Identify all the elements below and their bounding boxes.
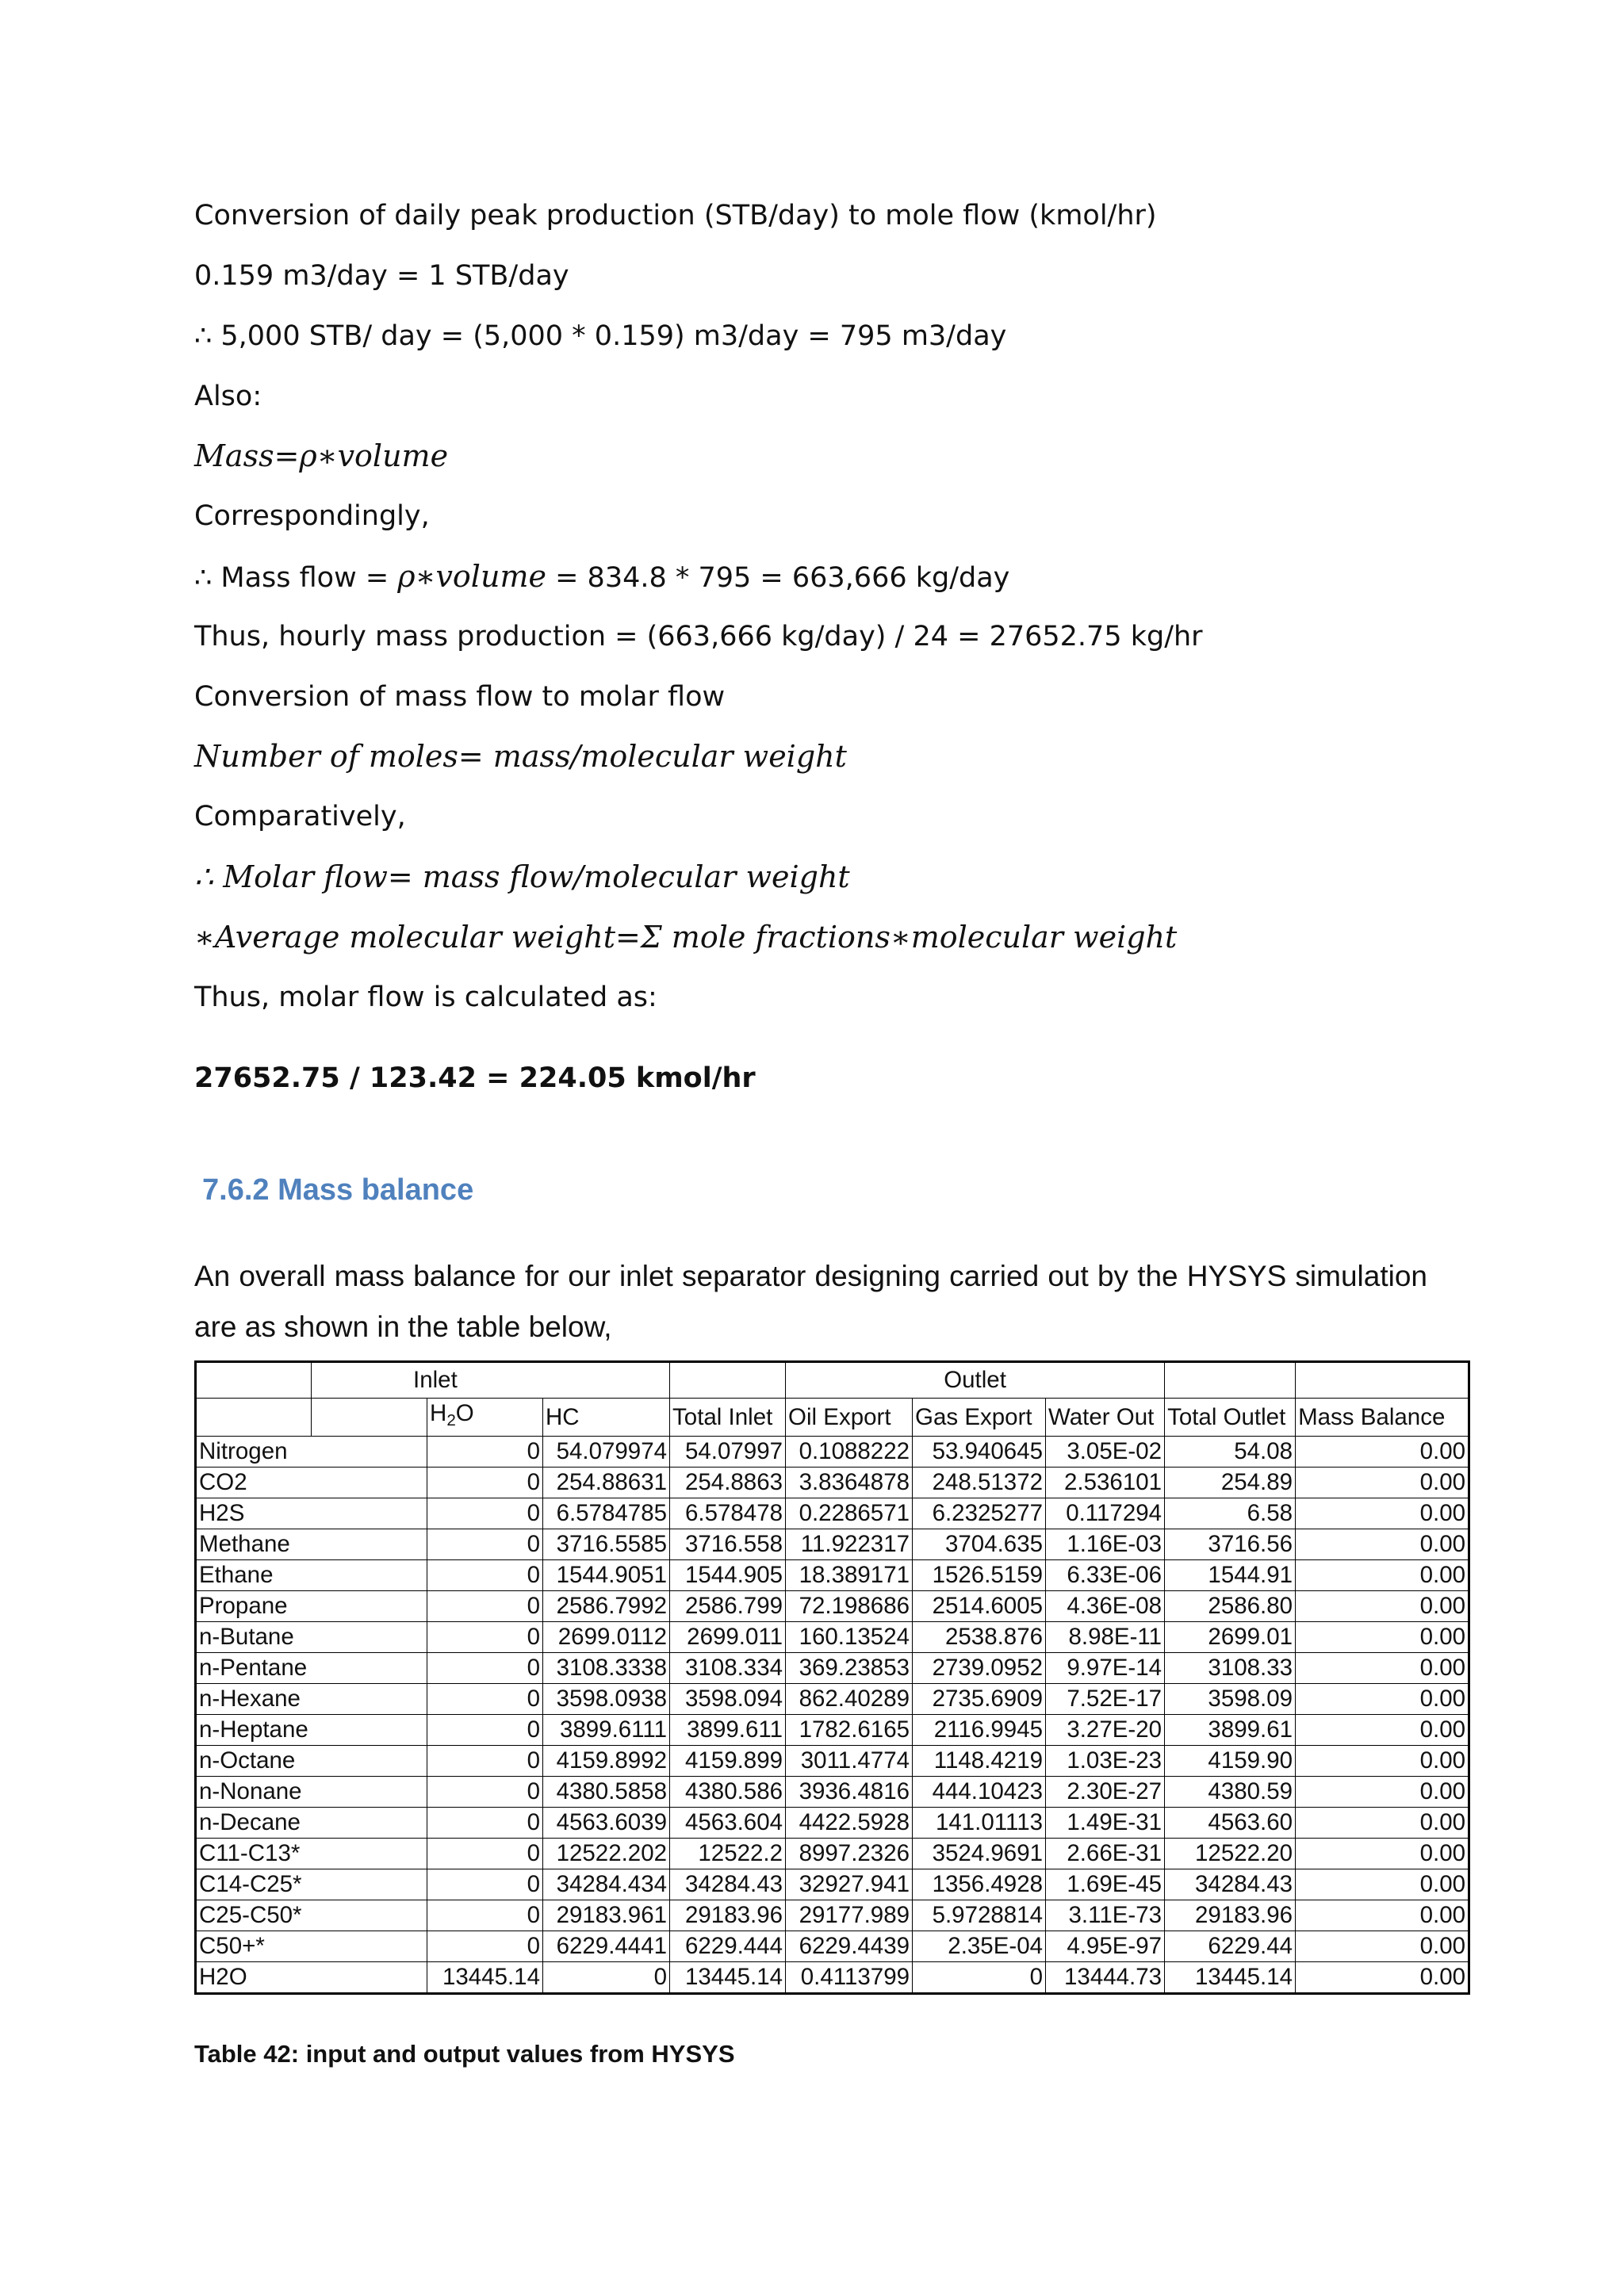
line-also: Also:: [194, 381, 262, 412]
component-name: H2S: [196, 1498, 427, 1529]
mass-balance-table: [194, 1360, 1470, 1995]
oil-export-value: 6229.4439: [786, 1931, 913, 1962]
h2o-value: 0: [427, 1498, 543, 1529]
mass-balance-value: 0.00: [1296, 1777, 1469, 1808]
h2o-value: 0: [427, 1591, 543, 1622]
h2o-value: 0: [427, 1437, 543, 1468]
water-out-value: 3.27E-20: [1046, 1715, 1165, 1746]
table-row: [196, 1900, 1469, 1931]
total-inlet-value: 29183.96: [670, 1900, 786, 1931]
gas-export-value: 0: [913, 1962, 1046, 1994]
line-conversion-title: Conversion of daily peak production (STB/day) to mole flow (kmol/hr): [194, 200, 1157, 232]
total-inlet-value: 4380.586: [670, 1777, 786, 1808]
water-out-value: 9.97E-14: [1046, 1653, 1165, 1684]
section-paragraph: An overall mass balance for our inlet separator designing carried out by the HYSYS simulation are as shown in the table below,: [194, 1260, 1427, 1343]
table-caption: Table 42: input and output values from HYSYS: [194, 2040, 735, 2068]
header-gas-export: Gas Export: [913, 1399, 1046, 1437]
hc-value: 6.5784785: [543, 1498, 670, 1529]
table-row: [196, 1869, 1469, 1900]
total-inlet-value: 3598.094: [670, 1684, 786, 1715]
h2o-value: 0: [427, 1560, 543, 1591]
h2o-value: 0: [427, 1746, 543, 1777]
total-inlet-value: 2586.799: [670, 1591, 786, 1622]
table-header-blank: [196, 1399, 312, 1437]
h2o-value: 0: [427, 1715, 543, 1746]
total-outlet-value: 3716.56: [1165, 1529, 1296, 1560]
header-mass-balance: Mass Balance: [1296, 1399, 1469, 1437]
water-out-value: 1.16E-03: [1046, 1529, 1165, 1560]
oil-export-value: 369.23853: [786, 1653, 913, 1684]
hc-value: 34284.434: [543, 1869, 670, 1900]
mass-balance-value: 0.00: [1296, 1962, 1469, 1994]
total-outlet-value: 4380.59: [1165, 1777, 1296, 1808]
component-name: n-Pentane: [196, 1653, 427, 1684]
table-row: [196, 1962, 1469, 1994]
line-molar-flow-calc: Thus, molar flow is calculated as:: [194, 982, 657, 1013]
mass-balance-value: 0.00: [1296, 1900, 1469, 1931]
gas-export-value: 2.35E-04: [913, 1931, 1046, 1962]
h2o-value: 0: [427, 1869, 543, 1900]
oil-export-value: 8997.2326: [786, 1839, 913, 1869]
gas-export-value: 3704.635: [913, 1529, 1046, 1560]
water-out-value: 2.536101: [1046, 1468, 1165, 1498]
total-inlet-value: 6229.444: [670, 1931, 786, 1962]
gas-export-value: 1148.4219: [913, 1746, 1046, 1777]
gas-export-value: 3524.9691: [913, 1839, 1046, 1869]
water-out-value: 2.30E-27: [1046, 1777, 1165, 1808]
gas-export-value: 141.01113: [913, 1808, 1046, 1839]
total-outlet-value: 4159.90: [1165, 1746, 1296, 1777]
hc-value: 3899.6111: [543, 1715, 670, 1746]
oil-export-value: 11.922317: [786, 1529, 913, 1560]
line-mass-flow: [194, 559, 1009, 595]
oil-export-value: 29177.989: [786, 1900, 913, 1931]
hc-value: 4563.6039: [543, 1808, 670, 1839]
table-row: [196, 1498, 1469, 1529]
gas-export-value: 1526.5159: [913, 1560, 1046, 1591]
gas-export-value: 2538.876: [913, 1622, 1046, 1653]
header-hc: HC: [543, 1399, 670, 1437]
total-inlet-value: 34284.43: [670, 1869, 786, 1900]
mass-flow-suffix: = 834.8 * 795 = 663,666 kg/day: [546, 562, 1010, 594]
hc-value: 2699.0112: [543, 1622, 670, 1653]
table-row: [196, 1591, 1469, 1622]
mass-balance-value: 0.00: [1296, 1808, 1469, 1839]
water-out-value: 6.33E-06: [1046, 1560, 1165, 1591]
mass-balance-value: 0.00: [1296, 1560, 1469, 1591]
table-row: [196, 1468, 1469, 1498]
gas-export-value: 2739.0952: [913, 1653, 1046, 1684]
total-outlet-value: 4563.60: [1165, 1808, 1296, 1839]
table-row: [196, 1777, 1469, 1808]
total-inlet-value: 3716.558: [670, 1529, 786, 1560]
total-outlet-value: 54.08: [1165, 1437, 1296, 1468]
h2o-value: 0: [427, 1468, 543, 1498]
component-name: n-Hexane: [196, 1684, 427, 1715]
total-outlet-value: 254.89: [1165, 1468, 1296, 1498]
table-header-blank: [1165, 1362, 1296, 1399]
gas-export-value: 2735.6909: [913, 1684, 1046, 1715]
total-inlet-value: 254.8863: [670, 1468, 786, 1498]
total-inlet-value: 54.07997: [670, 1437, 786, 1468]
mass-balance-value: 0.00: [1296, 1684, 1469, 1715]
mass-balance-value: 0.00: [1296, 1437, 1469, 1468]
component-name: C25-C50*: [196, 1900, 427, 1931]
gas-export-value: 444.10423: [913, 1777, 1046, 1808]
h2o-value: 0: [427, 1622, 543, 1653]
gas-export-value: 248.51372: [913, 1468, 1046, 1498]
component-name: n-Butane: [196, 1622, 427, 1653]
total-outlet-value: 2586.80: [1165, 1591, 1296, 1622]
table-row: [196, 1839, 1469, 1869]
mass-balance-value: 0.00: [1296, 1931, 1469, 1962]
table-row: [196, 1931, 1469, 1962]
hc-value: 4159.8992: [543, 1746, 670, 1777]
water-out-value: 1.69E-45: [1046, 1869, 1165, 1900]
gas-export-value: 5.9728814: [913, 1900, 1046, 1931]
component-name: CO2: [196, 1468, 427, 1498]
equation-molar-flow: ∴ Molar flow= mass flow/molecular weight: [194, 859, 850, 894]
component-name: C11-C13*: [196, 1839, 427, 1869]
h2o-value: 0: [427, 1777, 543, 1808]
hc-value: 6229.4441: [543, 1931, 670, 1962]
header-h2o-main: H: [430, 1400, 447, 1426]
header-h2o: [427, 1399, 543, 1437]
total-outlet-value: 12522.20: [1165, 1839, 1296, 1869]
line-daily-volume: ∴ 5,000 STB/ day = (5,000 * 0.159) m3/day = 795 m3/day: [194, 320, 1007, 352]
water-out-value: 7.52E-17: [1046, 1684, 1165, 1715]
oil-export-value: 3936.4816: [786, 1777, 913, 1808]
header-water-out: Water Out: [1046, 1399, 1165, 1437]
h2o-value: 0: [427, 1839, 543, 1869]
total-outlet-value: 6229.44: [1165, 1931, 1296, 1962]
line-hourly-mass: Thus, hourly mass production = (663,666 kg/day) / 24 = 27652.75 kg/hr: [194, 621, 1203, 652]
total-inlet-value: 1544.905: [670, 1560, 786, 1591]
water-out-value: 13444.73: [1046, 1962, 1165, 1994]
table-header-blank: [670, 1362, 786, 1399]
mass-flow-prefix: ∴ Mass flow =: [194, 562, 398, 594]
hc-value: 29183.961: [543, 1900, 670, 1931]
oil-export-value: 1782.6165: [786, 1715, 913, 1746]
table-row: [196, 1653, 1469, 1684]
oil-export-value: 862.40289: [786, 1684, 913, 1715]
water-out-value: 3.05E-02: [1046, 1437, 1165, 1468]
hc-value: 0: [543, 1962, 670, 1994]
header-oil-export: Oil Export: [786, 1399, 913, 1437]
oil-export-value: 3011.4774: [786, 1746, 913, 1777]
mass-balance-value: 0.00: [1296, 1869, 1469, 1900]
mass-balance-value: 0.00: [1296, 1746, 1469, 1777]
total-outlet-value: 3598.09: [1165, 1684, 1296, 1715]
total-outlet-value: 34284.43: [1165, 1869, 1296, 1900]
table-row: [196, 1529, 1469, 1560]
component-name: Ethane: [196, 1560, 427, 1591]
component-name: n-Decane: [196, 1808, 427, 1839]
oil-export-value: 0.4113799: [786, 1962, 913, 1994]
oil-export-value: 4422.5928: [786, 1808, 913, 1839]
header-inlet: Inlet: [312, 1362, 670, 1399]
component-name: H2O: [196, 1962, 427, 1994]
water-out-value: 2.66E-31: [1046, 1839, 1165, 1869]
gas-export-value: 2514.6005: [913, 1591, 1046, 1622]
component-name: C50+*: [196, 1931, 427, 1962]
table-group-header-row: [196, 1362, 1469, 1399]
line-result: 27652.75 / 123.42 = 224.05 kmol/hr: [194, 1062, 756, 1094]
header-outlet: Outlet: [786, 1362, 1165, 1399]
hc-value: 3598.0938: [543, 1684, 670, 1715]
table-row: [196, 1715, 1469, 1746]
water-out-value: 4.95E-97: [1046, 1931, 1165, 1962]
total-inlet-value: 2699.011: [670, 1622, 786, 1653]
line-mass-to-molar: Conversion of mass flow to molar flow: [194, 681, 726, 713]
h2o-value: 0: [427, 1529, 543, 1560]
table-row: [196, 1808, 1469, 1839]
h2o-value: 0: [427, 1900, 543, 1931]
total-inlet-value: 4563.604: [670, 1808, 786, 1839]
table-header-blank: [1296, 1362, 1469, 1399]
component-name: Propane: [196, 1591, 427, 1622]
component-name: n-Nonane: [196, 1777, 427, 1808]
h2o-value: 0: [427, 1684, 543, 1715]
oil-export-value: 0.1088222: [786, 1437, 913, 1468]
hc-value: 4380.5858: [543, 1777, 670, 1808]
component-name: n-Octane: [196, 1746, 427, 1777]
oil-export-value: 3.8364878: [786, 1468, 913, 1498]
line-stb-definition: 0.159 m3/day = 1 STB/day: [194, 260, 569, 292]
mass-balance-value: 0.00: [1296, 1498, 1469, 1529]
gas-export-value: 53.940645: [913, 1437, 1046, 1468]
mass-balance-value: 0.00: [1296, 1622, 1469, 1653]
water-out-value: 8.98E-11: [1046, 1622, 1165, 1653]
component-name: Nitrogen: [196, 1437, 427, 1468]
gas-export-value: 6.2325277: [913, 1498, 1046, 1529]
header-h2o-end: O: [455, 1400, 474, 1426]
total-outlet-value: 29183.96: [1165, 1900, 1296, 1931]
table-column-header-row: [196, 1399, 1469, 1437]
oil-export-value: 160.13524: [786, 1622, 913, 1653]
total-inlet-value: 3108.334: [670, 1653, 786, 1684]
line-comparatively: Comparatively,: [194, 801, 406, 832]
total-outlet-value: 3899.61: [1165, 1715, 1296, 1746]
component-name: C14-C25*: [196, 1869, 427, 1900]
equation-moles: Number of moles= mass/molecular weight: [194, 739, 847, 774]
hc-value: 54.079974: [543, 1437, 670, 1468]
mass-balance-value: 0.00: [1296, 1591, 1469, 1622]
hc-value: 3108.3338: [543, 1653, 670, 1684]
equation-mass: Mass=ρ∗volume: [194, 438, 449, 473]
line-correspondingly: Correspondingly,: [194, 500, 430, 532]
component-name: Methane: [196, 1529, 427, 1560]
table-row: [196, 1684, 1469, 1715]
gas-export-value: 1356.4928: [913, 1869, 1046, 1900]
mass-balance-value: 0.00: [1296, 1468, 1469, 1498]
hc-value: 12522.202: [543, 1839, 670, 1869]
total-outlet-value: 13445.14: [1165, 1962, 1296, 1994]
component-name: n-Heptane: [196, 1715, 427, 1746]
header-total-outlet: Total Outlet: [1165, 1399, 1296, 1437]
oil-export-value: 18.389171: [786, 1560, 913, 1591]
mass-balance-value: 0.00: [1296, 1529, 1469, 1560]
total-inlet-value: 12522.2: [670, 1839, 786, 1869]
table-header-blank: [312, 1399, 427, 1437]
equation-avg-mw: ∗Average molecular weight=Σ mole fractions∗molecular weight: [194, 920, 1178, 955]
total-outlet-value: 2699.01: [1165, 1622, 1296, 1653]
mass-balance-value: 0.00: [1296, 1715, 1469, 1746]
total-inlet-value: 4159.899: [670, 1746, 786, 1777]
water-out-value: 1.03E-23: [1046, 1746, 1165, 1777]
mass-balance-value: 0.00: [1296, 1653, 1469, 1684]
mass-balance-value: 0.00: [1296, 1839, 1469, 1869]
table-row: [196, 1560, 1469, 1591]
table-header-blank: [196, 1362, 312, 1399]
mass-flow-math: ρ∗volume: [397, 559, 546, 594]
hc-value: 254.88631: [543, 1468, 670, 1498]
hc-value: 3716.5585: [543, 1529, 670, 1560]
header-h2o-sub: 2: [446, 1411, 456, 1429]
oil-export-value: 32927.941: [786, 1869, 913, 1900]
h2o-value: 13445.14: [427, 1962, 543, 1994]
table-row: [196, 1437, 1469, 1468]
h2o-value: 0: [427, 1931, 543, 1962]
oil-export-value: 0.2286571: [786, 1498, 913, 1529]
total-inlet-value: 6.578478: [670, 1498, 786, 1529]
h2o-value: 0: [427, 1653, 543, 1684]
water-out-value: 1.49E-31: [1046, 1808, 1165, 1839]
total-outlet-value: 6.58: [1165, 1498, 1296, 1529]
total-inlet-value: 3899.611: [670, 1715, 786, 1746]
total-inlet-value: 13445.14: [670, 1962, 786, 1994]
hc-value: 2586.7992: [543, 1591, 670, 1622]
gas-export-value: 2116.9945: [913, 1715, 1046, 1746]
header-total-inlet: Total Inlet: [670, 1399, 786, 1437]
hc-value: 1544.9051: [543, 1560, 670, 1591]
water-out-value: 4.36E-08: [1046, 1591, 1165, 1622]
water-out-value: 3.11E-73: [1046, 1900, 1165, 1931]
oil-export-value: 72.198686: [786, 1591, 913, 1622]
total-outlet-value: 3108.33: [1165, 1653, 1296, 1684]
section-heading: 7.6.2 Mass balance: [202, 1173, 474, 1207]
total-outlet-value: 1544.91: [1165, 1560, 1296, 1591]
h2o-value: 0: [427, 1808, 543, 1839]
table-row: [196, 1746, 1469, 1777]
table-row: [196, 1622, 1469, 1653]
water-out-value: 0.117294: [1046, 1498, 1165, 1529]
